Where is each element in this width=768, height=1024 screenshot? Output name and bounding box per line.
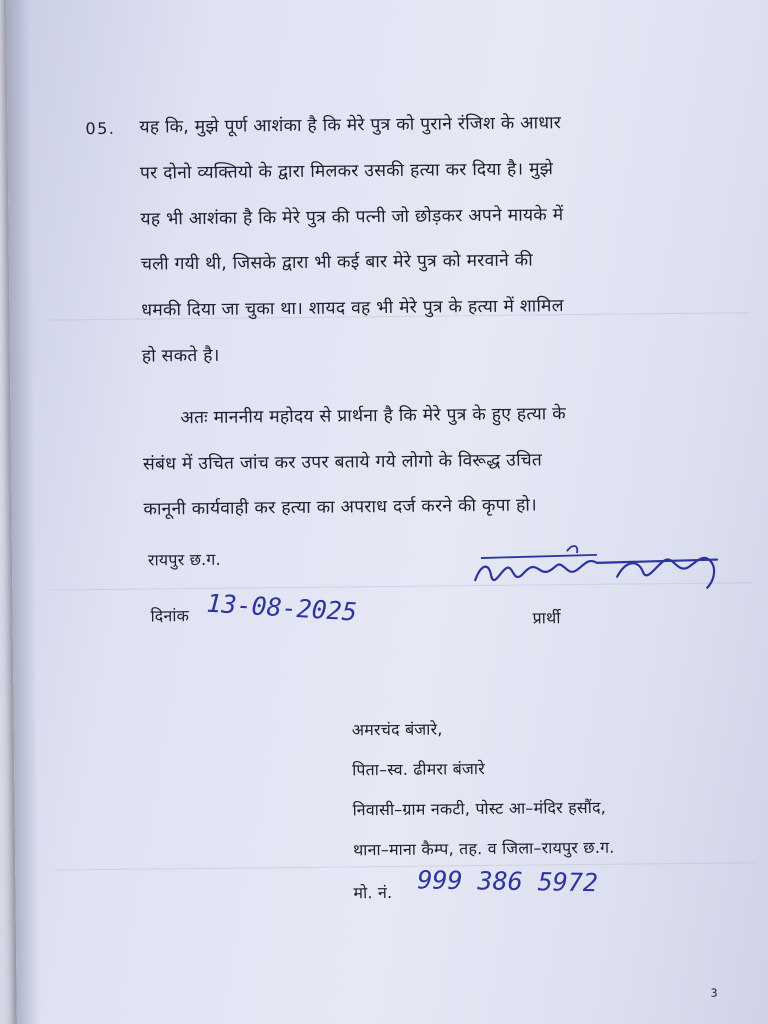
paragraph-line: यह भी आशंका है कि मेरे पुत्र की पत्नी जो छोड़कर अपने मायके में [140,205,564,230]
paper-crease [55,862,755,870]
paragraph-line: यह कि, मुझे पूर्ण आशंका है कि मेरे पुत्र को पुराने रंजिश के आधार [139,113,562,138]
applicant-name: अमरचंद बंजारे, [351,719,443,740]
applicant-label: प्रार्थी [532,608,561,628]
place: रायपुर छ.ग. [147,549,221,570]
date-label: दिनांक [150,606,190,626]
paragraph-number: 05. [85,118,116,139]
document-page [6,0,768,1024]
page-number: 3 [710,986,718,1000]
applicant-father: पिता–स्व. ढीमरा बंजारे [352,759,486,780]
mobile-label: मो. नं. [353,883,393,903]
prayer-line: अतः माननीय महोदय से प्रार्थना है कि मेरे पुत्र के हुए हत्या के [180,404,566,429]
paragraph-line: पर दोनो व्यक्तियो के द्वारा मिलकर उसकी हत्या कर दिया है। मुझे [139,159,554,184]
applicant-police-station: थाना–माना कैम्प, तह. व जिला–रायपुर छ.ग. [352,837,615,860]
paragraph-line: चली गयी थी, जिसके द्वारा भी कई बार मेरे पुत्र को मरवाने की [140,250,534,275]
handwritten-mobile-number: 999 386 5972 [417,865,599,898]
prayer-line: संबंध में उचित जांच कर उपर बताये गये लोगो के विरूद्ध उचित [142,450,543,475]
signature [467,537,728,600]
applicant-residence: निवासी–ग्राम नकटी, पोस्ट आ–मंदिर हसौंद, [352,797,607,820]
prayer-line: कानूनी कार्यवाही कर हत्या का अपराध दर्ज करने की कृपा हो। [143,495,538,520]
paragraph-line: हो सकते है। [141,345,220,367]
signature-scribble [467,537,728,600]
paragraph-line: धमकी दिया जा चुका था। शायद वह भी मेरे पुत्र के हत्या में शामिल [141,296,564,321]
handwritten-date: 13-08-2025 [205,588,358,627]
